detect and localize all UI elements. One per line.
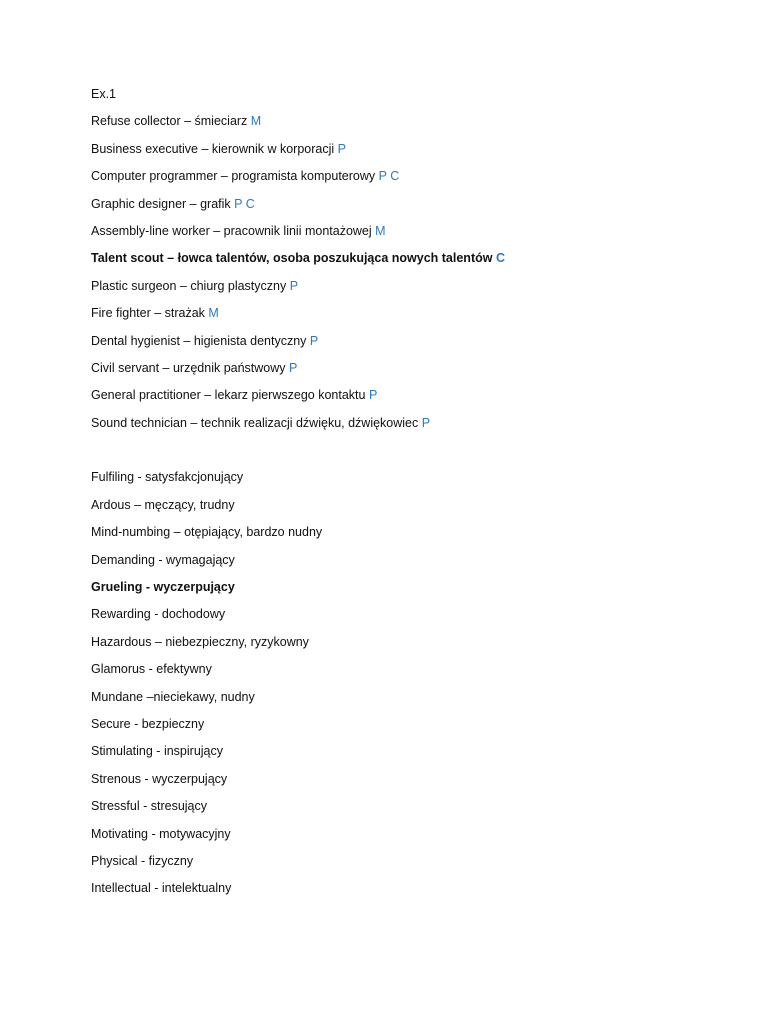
job-tag: M <box>250 114 262 129</box>
adjective-line: Stressful - stresujący <box>91 799 208 814</box>
adjective-line: Strenous - wyczerpujący <box>91 771 228 786</box>
adjective-line-bold: Grueling - wyczerpujący <box>91 580 235 595</box>
job-text: Civil servant – urzędnik państwowy <box>91 360 286 375</box>
job-line <box>91 168 731 185</box>
adjective-line: Secure - bezpieczny <box>91 716 205 731</box>
job-text: Fire fighter – strażak <box>91 306 205 321</box>
job-tag: M <box>375 223 386 238</box>
exercise-heading: Ex.1 <box>91 87 117 101</box>
job-tag: P <box>289 278 299 293</box>
adjective-line: Intellectual - intelektualny <box>91 881 232 896</box>
job-line <box>91 113 731 130</box>
job-line <box>91 387 731 404</box>
adjective-line: Hazardous – niebezpieczny, ryzykowny <box>91 634 309 649</box>
adjective-line: Physical - fizyczny <box>91 853 194 868</box>
job-text: Graphic designer – grafik <box>91 196 231 211</box>
adjective-line: Stimulating - inspirujący <box>91 744 223 759</box>
job-text: Dental hygienist – higienista dentyczny <box>91 333 307 348</box>
job-tag: P C <box>234 196 255 211</box>
job-tag: P <box>289 360 298 375</box>
job-tag: P <box>368 388 378 403</box>
job-line <box>91 333 731 350</box>
blank-line <box>91 442 731 469</box>
job-tag: C <box>495 251 505 266</box>
adjective-line: Mind-numbing – otępiający, bardzo nudny <box>91 525 323 540</box>
job-text: Plastic surgeon – chiurg plastyczny <box>91 278 287 293</box>
job-line <box>91 415 731 432</box>
job-line <box>91 360 731 377</box>
job-line <box>91 223 731 240</box>
job-line <box>91 305 731 322</box>
job-line <box>91 196 731 213</box>
job-tag: M <box>208 306 219 321</box>
adjective-line: Fulfiling - satysfakcjonujący <box>91 470 244 485</box>
adjective-line: Glamorus - efektywny <box>91 662 212 677</box>
job-text: Computer programmer – programista komputerowy <box>91 169 376 184</box>
job-tag: P C <box>378 169 400 184</box>
job-tag: P <box>309 333 319 348</box>
job-tag: P <box>421 415 431 430</box>
job-text: General practitioner – lekarz pierwszego kontaktu <box>91 388 366 403</box>
job-line <box>91 278 731 295</box>
adjective-line: Ardous – męczący, trudny <box>91 497 235 512</box>
job-text: Business executive – kierownik w korporacji <box>91 141 335 156</box>
job-text: Sound technician – technik realizacji dźwięku, dźwiękowiec <box>91 415 419 430</box>
adjective-line: Mundane –nieciekawy, nudny <box>91 689 255 704</box>
adjective-line: Rewarding - dochodowy <box>91 607 226 622</box>
job-text: Refuse collector – śmieciarz <box>91 114 248 129</box>
job-line-bold <box>91 250 731 267</box>
job-tag: P <box>337 141 346 156</box>
document-body <box>91 86 731 908</box>
adjective-line: Motivating - motywacyjny <box>91 826 231 841</box>
job-line <box>91 141 731 158</box>
job-text: Assembly-line worker – pracownik linii montażowej <box>91 223 372 238</box>
adjective-line: Demanding - wymagający <box>91 552 235 567</box>
job-text: Talent scout – łowca talentów, osoba poszukująca nowych talentów <box>91 251 493 266</box>
